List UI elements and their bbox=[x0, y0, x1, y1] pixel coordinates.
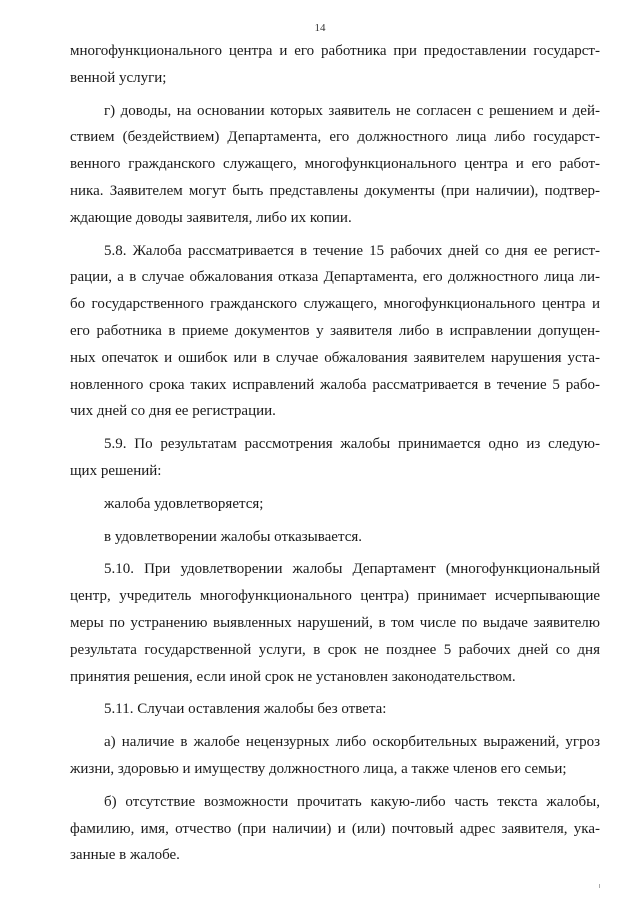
text-line: венной услуги; bbox=[70, 69, 167, 86]
text-line: жизни, здоровью и имуществу должностного лица, а также членов его семьи; bbox=[70, 760, 567, 777]
document-body bbox=[70, 38, 600, 869]
text-line: 5.11. Случаи оставления жалобы без ответа: bbox=[104, 701, 387, 718]
text-line: меры по устранению выявленных нарушений, в том числе по выдаче заявителю bbox=[70, 614, 600, 631]
text-line: г) доводы, на основании которых заявитель не согласен с решением и дей- bbox=[104, 102, 600, 119]
paragraph bbox=[70, 98, 600, 232]
text-line: ных опечаток и ошибок или в случае обжалования заявителем нарушения уста- bbox=[70, 349, 600, 366]
paragraph bbox=[70, 729, 600, 783]
paragraph bbox=[70, 556, 600, 690]
text-line: ждающие доводы заявителя, либо их копии. bbox=[70, 209, 352, 226]
text-line: 5.8. Жалоба рассматривается в течение 15 рабочих дней со дня ее регист- bbox=[104, 242, 600, 259]
text-line: занные в жалобе. bbox=[70, 847, 180, 864]
text-line: щих решений: bbox=[70, 462, 162, 479]
text-line: жалоба удовлетворяется; bbox=[104, 495, 264, 512]
text-line: чих дней со дня ее регистрации. bbox=[70, 403, 276, 420]
text-line: его работника в приеме документов у заявителя либо в исправлении допущен- bbox=[70, 322, 600, 339]
text-line: ника. Заявителем могут быть представлены документы (при наличии), подтвер- bbox=[70, 182, 600, 199]
text-line: б) отсутствие возможности прочитать какую-либо часть текста жалобы, bbox=[104, 793, 600, 810]
text-line: результата государственной услуги, в срок не позднее 5 рабочих дней со дня bbox=[70, 641, 600, 658]
text-line: центр, учредитель многофункционального центра) принимает исчерпывающие bbox=[70, 588, 600, 605]
paragraph bbox=[70, 238, 600, 426]
text-line: а) наличие в жалобе нецензурных либо оскорбительных выражений, угроз bbox=[104, 734, 600, 751]
text-line: рации, а в случае обжалования отказа Департамента, его должностного лица ли- bbox=[70, 269, 600, 286]
paragraph bbox=[70, 524, 600, 551]
text-line: многофункционального центра и его работника при предоставлении государст- bbox=[70, 43, 600, 59]
text-line: в удовлетворении жалобы отказывается. bbox=[104, 528, 362, 545]
page-number: 14 bbox=[314, 22, 326, 34]
scan-artifact bbox=[599, 884, 600, 888]
paragraph bbox=[70, 491, 600, 518]
paragraph bbox=[70, 696, 600, 723]
text-line: 5.9. По результатам рассмотрения жалобы принимается одно из следую- bbox=[104, 436, 600, 453]
text-line: ствием (бездействием) Департамента, его должностного лица либо государст- bbox=[70, 129, 600, 146]
paragraph bbox=[70, 431, 600, 485]
text-line: 5.10. При удовлетворении жалобы Департамент (многофункциональный bbox=[104, 561, 600, 578]
paragraph bbox=[70, 38, 600, 92]
text-line: бо государственного гражданского служащего, многофункционального центра и bbox=[70, 296, 600, 313]
paragraph bbox=[70, 789, 600, 869]
text-line: фамилию, имя, отчество (при наличии) и (или) почтовый адрес заявителя, ука- bbox=[70, 820, 600, 837]
text-line: венного гражданского служащего, многофункционального центра и его работ- bbox=[70, 156, 600, 173]
text-line: новленного срока таких исправлений жалоба рассматривается в течение 5 рабо- bbox=[70, 376, 600, 393]
text-line: принятия решения, если иной срок не установлен законодательством. bbox=[70, 668, 516, 685]
